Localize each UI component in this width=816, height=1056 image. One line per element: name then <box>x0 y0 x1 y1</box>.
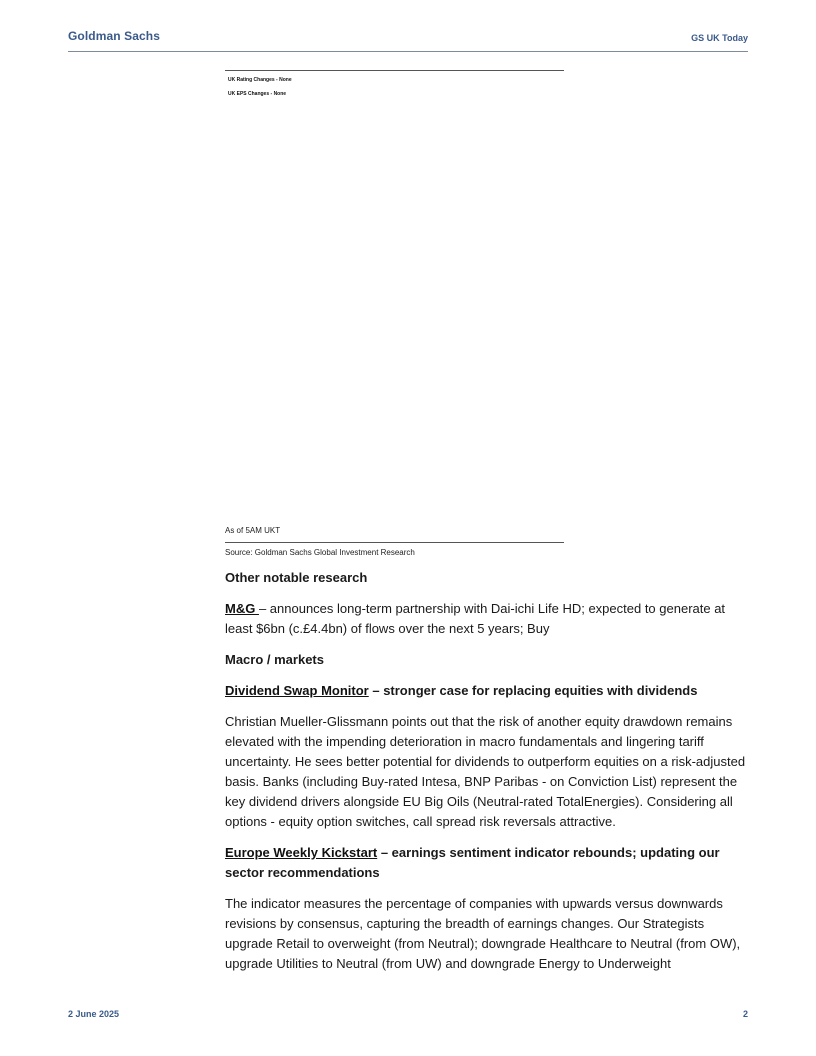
macro-heading: Macro / markets <box>225 652 324 667</box>
main-content <box>225 568 748 974</box>
footer-date: 2 June 2025 <box>68 1009 120 1019</box>
mg-paragraph <box>225 599 748 639</box>
dividend-headline <box>225 681 748 701</box>
kickstart-body: The indicator measures the percentage of companies with upwards versus downwards revisions by consensus, capturing the breadth of earnings changes. Our Strategists upgrade Retail to overweight (from Neutral); downgrade Healthcare to Neutral (from OW), upgrade Utilities to Neutral (from UW) and downgrade Energy to Underweight <box>225 896 741 971</box>
mg-text: – announces long-term partnership with Dai-ichi Life HD; expected to generate at least $6bn (c.£4.4bn) of flows over the next 5 years; Buy <box>225 601 726 636</box>
dividend-headline-text: – stronger case for replacing equities with dividends <box>368 683 698 698</box>
source-note: Source: Goldman Sachs Global Investment Research <box>225 548 415 557</box>
mg-link[interactable]: M&G <box>225 601 259 616</box>
brand-name: Goldman Sachs <box>68 29 160 43</box>
exhibit-top-rule <box>225 70 564 71</box>
eps-changes-line: UK EPS Changes - None <box>228 91 287 97</box>
exhibit-bottom-rule <box>225 542 564 543</box>
dividend-swap-monitor-link[interactable]: Dividend Swap Monitor <box>225 683 369 698</box>
header-divider <box>68 51 748 52</box>
other-research-heading: Other notable research <box>225 570 368 585</box>
rating-changes-line: UK Rating Changes - None <box>228 77 292 83</box>
page-number: 2 <box>742 1009 748 1019</box>
as-of-note: As of 5AM UKT <box>225 526 281 535</box>
dividend-body: Christian Mueller-Glissmann points out that the risk of another equity drawdown remains elevated with the impending deterioration in macro fundamentals and lingering tariff uncertainty. He sees better potential for dividends to outperform equities on a risk-adjusted basis. Banks (including Buy-rated Intesa, BNP Paribas - on Conviction List) represent the key dividend drivers alongside EU Big Oils (Neutral-rated TotalEnergies). Considering all options - equity option switches, call spread risk reversals attractive. <box>225 714 746 829</box>
europe-weekly-kickstart-link[interactable]: Europe Weekly Kickstart <box>225 845 378 860</box>
kickstart-headline <box>225 843 748 883</box>
kickstart-headline-text: – earnings sentiment indicator rebounds; updating our sector recommendations <box>225 845 720 880</box>
report-title: GS UK Today <box>691 33 748 43</box>
